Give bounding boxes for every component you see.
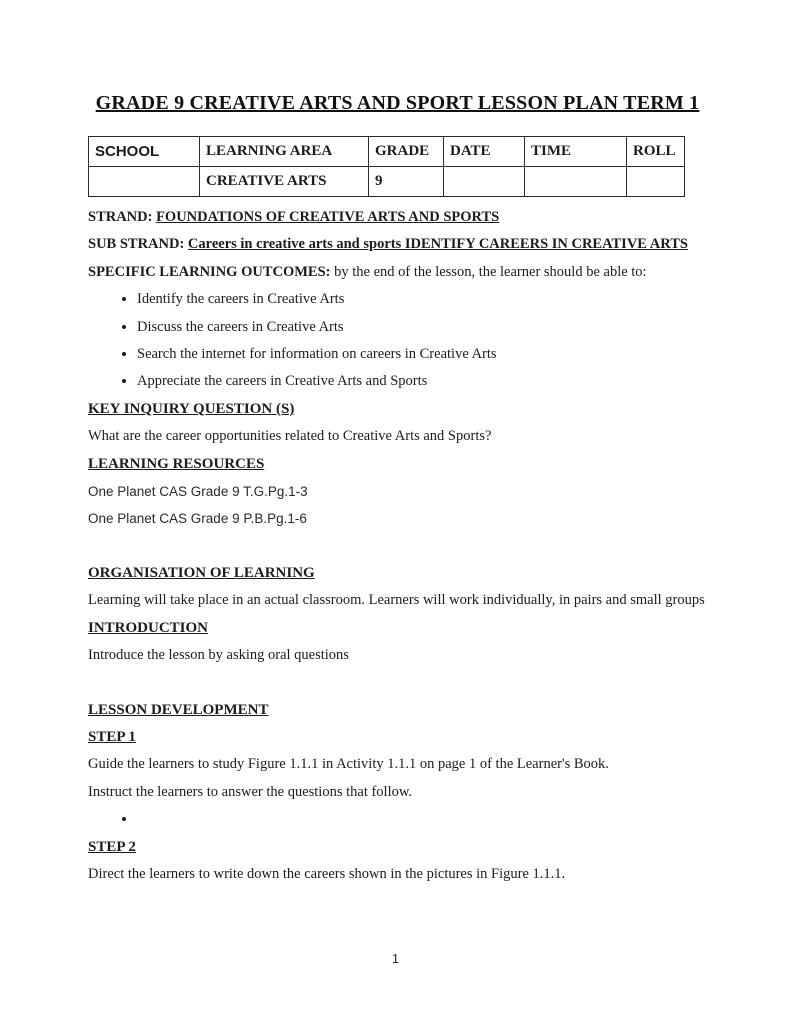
- outcome-item: • Appreciate the careers in Creative Arts and Sports: [137, 368, 707, 395]
- strand-value: FOUNDATIONS OF CREATIVE ARTS AND SPORTS: [156, 209, 500, 225]
- page-number: 1: [392, 952, 399, 966]
- cell-learning-area: CREATIVE ARTS: [200, 167, 369, 197]
- introduction-text: Introduce the lesson by asking oral questions: [88, 647, 349, 664]
- cell-date: [444, 167, 525, 197]
- step1-heading: STEP 1: [88, 728, 136, 745]
- outcomes-list: [88, 286, 707, 396]
- outcome-item: • Identify the careers in Creative Arts: [137, 286, 707, 313]
- resource-item: One Planet CAS Grade 9 T.G.Pg.1-3: [88, 484, 308, 500]
- cell-time: [525, 167, 627, 197]
- key-inquiry-heading: KEY INQUIRY QUESTION (S): [88, 400, 295, 417]
- lesson-development-heading: LESSON DEVELOPMENT: [88, 701, 269, 718]
- header-learning-area: LEARNING AREA: [200, 137, 369, 167]
- sub-strand-value: Careers in creative arts and sports IDENTIFY CAREERS IN CREATIVE ARTS: [187, 236, 688, 253]
- organisation-heading: ORGANISATION OF LEARNING: [88, 564, 315, 581]
- blank-line: [88, 670, 707, 697]
- introduction-heading: INTRODUCTION: [88, 619, 209, 636]
- page-title: GRADE 9 CREATIVE ARTS AND SPORT LESSON PLAN TERM 1: [95, 92, 700, 114]
- step1-line: Instruct the learners to answer the questions that follow.: [88, 783, 413, 800]
- outcomes-label: SPECIFIC LEARNING OUTCOMES:: [88, 263, 331, 280]
- organisation-text: Learning will take place in an actual classroom. Learners will work individually, in pairs and small groups: [88, 592, 705, 609]
- step2-heading: STEP 2: [88, 838, 136, 855]
- header-time: TIME: [525, 137, 627, 167]
- key-inquiry-question: What are the career opportunities related to Creative Arts and Sports?: [88, 428, 492, 445]
- cell-school: [89, 167, 200, 197]
- table-header-row: [89, 137, 685, 167]
- blank-line: [88, 533, 707, 560]
- header-school: SCHOOL: [89, 137, 200, 167]
- outcome-item: • Search the internet for information on careers in Creative Arts: [137, 341, 707, 368]
- strand-line: [88, 204, 707, 231]
- outcomes-intro: by the end of the lesson, the learner should be able to:: [334, 263, 647, 280]
- strand-label: STRAND:: [88, 209, 153, 225]
- sub-strand-label: SUB STRAND:: [88, 236, 185, 253]
- learning-resources-heading: LEARNING RESOURCES: [88, 455, 265, 472]
- empty-bullet-item: [137, 806, 707, 833]
- step1-line: Guide the learners to study Figure 1.1.1 in Activity 1.1.1 on page 1 of the Learner's Book.: [88, 756, 609, 773]
- outcomes-line: [88, 259, 707, 286]
- cell-grade: 9: [369, 167, 444, 197]
- header-roll: ROLL: [627, 137, 685, 167]
- lesson-info-table: [88, 136, 685, 197]
- step2-line: Direct the learners to write down the careers shown in the pictures in Figure 1.1.1.: [88, 865, 566, 882]
- cell-roll: [627, 167, 685, 197]
- header-date: DATE: [444, 137, 525, 167]
- sub-strand-line: [88, 231, 707, 258]
- resource-item: One Planet CAS Grade 9 P.B.Pg.1-6: [88, 511, 307, 527]
- header-grade: GRADE: [369, 137, 444, 167]
- outcome-item: • Discuss the careers in Creative Arts: [137, 314, 707, 341]
- empty-bullet-list: [88, 806, 707, 833]
- table-value-row: [89, 167, 685, 197]
